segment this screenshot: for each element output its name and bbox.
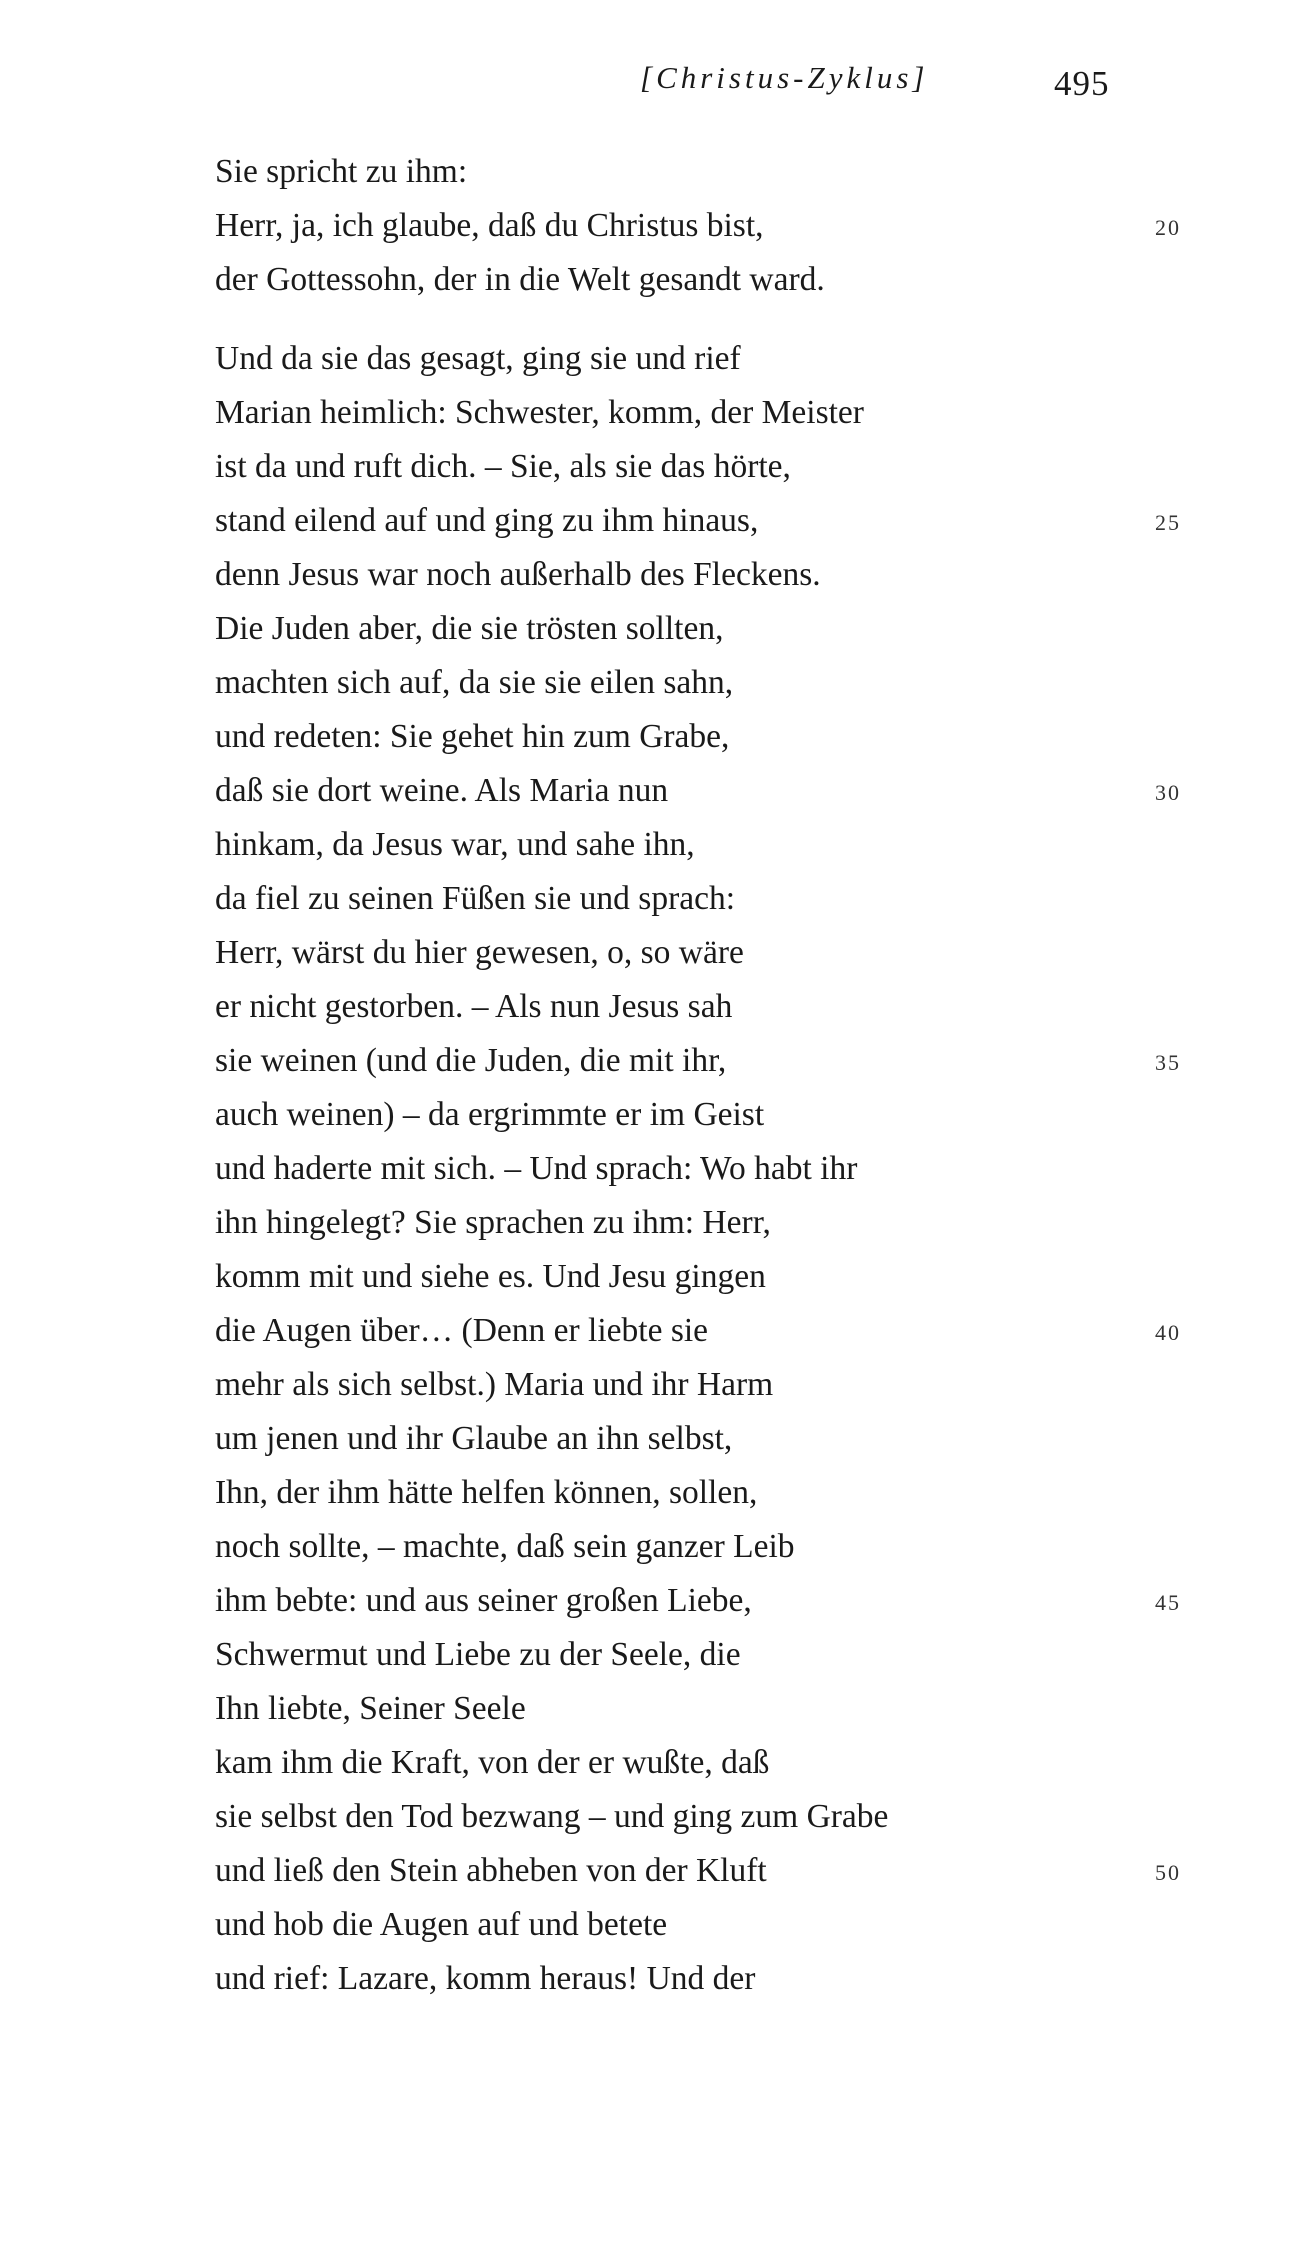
line-number: 30 [1155,780,1181,805]
verse-text: Herr, ja, ich glaube, daß du Christus bist, [215,207,764,244]
verse-line [215,1844,1215,1898]
verse-line [215,386,1215,440]
verse-line [215,1088,1215,1142]
verse-text: Herr, wärst du hier gewesen, o, so wäre [215,934,744,971]
verse-line [215,1142,1215,1196]
verse-line [215,253,1215,307]
verse-line [215,1520,1215,1574]
verse-text: Marian heimlich: Schwester, komm, der Meister [215,394,864,431]
verse-line [215,710,1215,764]
verse-line [215,1466,1215,1520]
running-title: [Christus-Zyklus] [640,60,929,95]
verse-line [215,1412,1215,1466]
line-number: 50 [1155,1860,1181,1885]
line-number: 35 [1155,1050,1181,1075]
verse-line [215,872,1215,926]
verse-text: hinkam, da Jesus war, und sahe ihn, [215,826,695,863]
verse-text: er nicht gestorben. – Als nun Jesus sah [215,988,733,1025]
verse-text: und ließ den Stein abheben von der Kluft [215,1852,767,1889]
verse-text: Ihn liebte, Seiner Seele [215,1690,526,1727]
verse-text: und rief: Lazare, komm heraus! Und der [215,1960,756,1997]
stanza [215,332,1215,2006]
verse-text: da fiel zu seinen Füßen sie und sprach: [215,880,736,917]
line-number: 20 [1155,215,1181,240]
verse-line [215,332,1215,386]
line-number: 40 [1155,1320,1181,1345]
verse-text: Die Juden aber, die sie trösten sollten, [215,610,724,647]
page-number: 495 [1054,64,1110,103]
verse-line [215,548,1215,602]
verse-line [215,1034,1215,1088]
verse-text: Und da sie das gesagt, ging sie und rief [215,340,741,377]
verse-text: ihm bebte: und aus seiner großen Liebe, [215,1582,752,1619]
verse-text: sie selbst den Tod bezwang – und ging zum Grabe [215,1798,889,1835]
verse-line [215,926,1215,980]
verse-text: Schwermut und Liebe zu der Seele, die [215,1636,741,1673]
verse-line [215,1574,1215,1628]
verse-line [215,494,1215,548]
verse-line [215,1682,1215,1736]
verse-text: machten sich auf, da sie sie eilen sahn, [215,664,734,701]
verse-line [215,980,1215,1034]
verse-line [215,1250,1215,1304]
verse-text: kam ihm die Kraft, von der er wußte, daß [215,1744,770,1781]
verse-line [215,1898,1215,1952]
verse-line [215,1628,1215,1682]
verse-text: der Gottessohn, der in die Welt gesandt ward. [215,261,825,298]
verse-line [215,1304,1215,1358]
verse-line [215,656,1215,710]
verse-line [215,1736,1215,1790]
verse-line [215,764,1215,818]
verse-line [215,145,1215,199]
verse-line [215,440,1215,494]
verse-line [215,1790,1215,1844]
verse-text: die Augen über… (Denn er liebte sie [215,1312,709,1349]
verse-text: ihn hingelegt? Sie sprachen zu ihm: Herr, [215,1204,771,1241]
verse-text: mehr als sich selbst.) Maria und ihr Harm [215,1366,774,1403]
verse-text: komm mit und siehe es. Und Jesu gingen [215,1258,766,1295]
line-number: 45 [1155,1590,1181,1615]
poem-text [215,145,1215,2006]
stanza [215,145,1215,307]
verse-line [215,199,1215,253]
verse-text: noch sollte, – machte, daß sein ganzer Leib [215,1528,795,1565]
verse-line [215,602,1215,656]
verse-line [215,1196,1215,1250]
line-number: 25 [1155,510,1181,535]
verse-text: um jenen und ihr Glaube an ihn selbst, [215,1420,733,1457]
verse-line [215,1952,1215,2006]
verse-text: denn Jesus war noch außerhalb des Fleckens. [215,556,821,593]
verse-text: und redeten: Sie gehet hin zum Grabe, [215,718,730,755]
verse-text: und hob die Augen auf und betete [215,1906,668,1943]
verse-text: Ihn, der ihm hätte helfen können, sollen, [215,1474,758,1511]
verse-text: ist da und ruft dich. – Sie, als sie das hörte, [215,448,791,485]
verse-text: und haderte mit sich. – Und sprach: Wo habt ihr [215,1150,858,1187]
verse-text: stand eilend auf und ging zu ihm hinaus, [215,502,759,539]
verse-text: auch weinen) – da ergrimmte er im Geist [215,1096,765,1133]
verse-line [215,1358,1215,1412]
verse-line [215,818,1215,872]
verse-text: Sie spricht zu ihm: [215,153,468,190]
verse-text: sie weinen (und die Juden, die mit ihr, [215,1042,727,1079]
verse-text: daß sie dort weine. Als Maria nun [215,772,669,809]
